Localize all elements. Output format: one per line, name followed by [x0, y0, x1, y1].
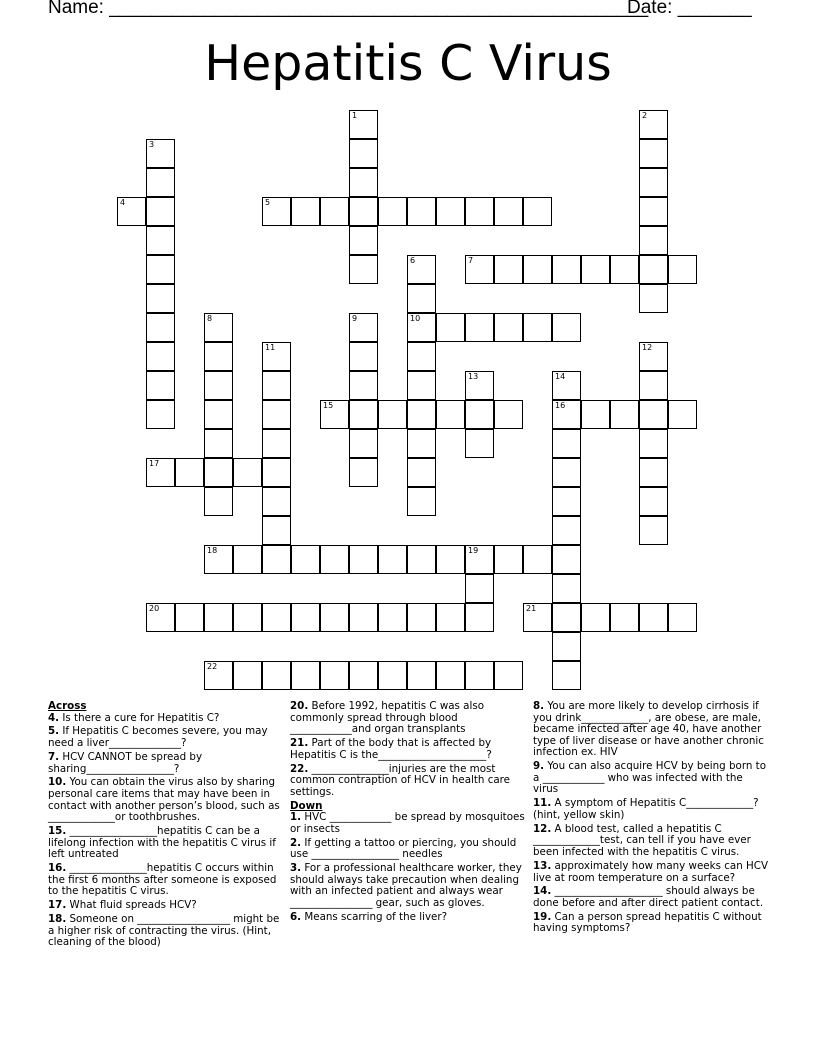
clue-number: 10 [410, 314, 421, 323]
grid-cell[interactable] [639, 342, 668, 371]
clue-number: 15 [323, 401, 334, 410]
clue-text: _______________injuries are the most common contraption of HCV in health care settings. [290, 762, 511, 798]
grid-cell[interactable] [349, 197, 378, 226]
grid-cell[interactable] [175, 603, 204, 632]
grid-cell[interactable] [610, 400, 639, 429]
clue-number: 13 [468, 372, 479, 381]
grid-cell[interactable] [349, 458, 378, 487]
grid-cell[interactable] [523, 255, 552, 284]
grid-cell[interactable] [552, 603, 581, 632]
clue-item [48, 777, 284, 823]
grid-cell[interactable] [233, 458, 262, 487]
across-heading: Across [48, 700, 87, 712]
clue-item [290, 838, 526, 861]
clue-text: You are more likely to develop cirrhosis if you drink_____________, are obese, are male, became infected after age 40, have another type of liver disease or have another chronic infection ex. HIV [533, 700, 764, 759]
grid-cell[interactable] [639, 516, 668, 545]
grid-cell[interactable] [146, 168, 175, 197]
grid-cell[interactable] [146, 400, 175, 429]
grid-cell[interactable] [494, 313, 523, 342]
down-clue-list-continued [533, 701, 769, 935]
clue-number: 2 [642, 111, 648, 120]
grid-cell[interactable] [523, 603, 552, 632]
clue-number: 19 [468, 546, 479, 555]
clue-text: You can obtain the virus also by sharing personal care items that may have been in contact with another person’s blood, such as _____________or toothbrushes. [48, 776, 280, 824]
grid-cell[interactable] [146, 284, 175, 313]
grid-cell[interactable] [465, 400, 494, 429]
grid-cell[interactable] [465, 545, 494, 574]
clue-item [533, 886, 769, 909]
grid-cell[interactable] [349, 110, 378, 139]
grid-cell[interactable] [552, 516, 581, 545]
grid-cell[interactable] [320, 603, 349, 632]
clue-item [533, 861, 769, 884]
grid-cell[interactable] [639, 429, 668, 458]
grid-cell[interactable] [465, 574, 494, 603]
clue-number: 16 [555, 401, 566, 410]
grid-cell[interactable] [494, 400, 523, 429]
clue-text: _______________hepatitis C occurs within the first 6 months after someone is exposed to the hepatitis C virus. [48, 862, 277, 898]
grid-cell[interactable] [378, 545, 407, 574]
grid-cell[interactable] [349, 603, 378, 632]
across-clue-list [48, 713, 284, 949]
clue-number-label: 2. [290, 836, 302, 849]
grid-cell[interactable] [465, 255, 494, 284]
clue-number-label: 22. [290, 762, 309, 775]
clue-text: Means scarring of the liver? [301, 910, 448, 923]
grid-cell[interactable] [320, 545, 349, 574]
grid-cell[interactable] [436, 313, 465, 342]
grid-cell[interactable] [436, 545, 465, 574]
grid-cell[interactable] [146, 458, 175, 487]
grid-cell[interactable] [639, 400, 668, 429]
clue-number-label: 15. [48, 825, 67, 838]
grid-cell[interactable] [146, 371, 175, 400]
clue-number-label: 17. [48, 899, 67, 912]
grid-cell[interactable] [204, 545, 233, 574]
grid-cell[interactable] [523, 197, 552, 226]
clue-text: You can also acquire HCV by being born to a ____________ who was infected with the virus [533, 760, 767, 796]
clue-text: approximately how many weeks can HCV live at room temperature on a surface? [533, 859, 768, 884]
grid-cell[interactable] [436, 661, 465, 690]
clue-number-label: 1. [290, 811, 302, 824]
clue-text: _____________________ should always be done before and after direct patient contact. [533, 885, 764, 909]
clue-number-label: 18. [48, 913, 67, 926]
grid-cell[interactable] [349, 168, 378, 197]
grid-cell[interactable] [233, 603, 262, 632]
grid-cell[interactable] [552, 313, 581, 342]
grid-cell[interactable] [349, 255, 378, 284]
grid-cell[interactable] [349, 342, 378, 371]
clue-number-label: 8. [533, 700, 545, 712]
grid-cell[interactable] [407, 661, 436, 690]
clue-number-label: 12. [533, 822, 552, 835]
clue-number: 8 [207, 314, 213, 323]
grid-cell[interactable] [552, 487, 581, 516]
grid-cell[interactable] [668, 255, 697, 284]
grid-cell[interactable] [465, 197, 494, 226]
grid-cell[interactable] [291, 545, 320, 574]
clue-number-label: 14. [533, 885, 552, 898]
grid-cell[interactable] [204, 603, 233, 632]
clue-number: 7 [468, 256, 474, 265]
grid-cell[interactable] [204, 313, 233, 342]
clue-number-label: 9. [533, 760, 545, 773]
grid-cell[interactable] [204, 342, 233, 371]
clue-item [290, 764, 526, 799]
grid-cell[interactable] [407, 197, 436, 226]
grid-cell[interactable] [262, 661, 291, 690]
down-clue-list [290, 812, 526, 923]
clue-item [290, 863, 526, 909]
clue-number-label: 10. [48, 776, 67, 789]
clue-text: HVC ____________ be spread by mosquitoes or insects [290, 811, 525, 835]
clues-column-3 [533, 701, 769, 937]
clues-column-2 [290, 701, 526, 926]
grid-cell[interactable] [581, 400, 610, 429]
clue-text: If Hepatitis C becomes severe, you may need a liver______________? [48, 725, 268, 750]
grid-cell[interactable] [349, 226, 378, 255]
clue-item [290, 812, 526, 835]
clue-number: 22 [207, 662, 218, 671]
grid-cell[interactable] [523, 545, 552, 574]
clue-item [290, 738, 526, 761]
grid-cell[interactable] [146, 603, 175, 632]
grid-cell[interactable] [262, 603, 291, 632]
clue-number: 12 [642, 343, 653, 352]
page-title: Hepatitis C Virus [204, 35, 612, 92]
clue-number-label: 6. [290, 910, 302, 923]
clue-number-label: 3. [290, 862, 302, 875]
clue-text: Part of the body that is affected by Hepatitis C is the_____________________? [290, 737, 492, 761]
grid-cell[interactable] [465, 661, 494, 690]
grid-cell[interactable] [320, 661, 349, 690]
grid-cell[interactable] [204, 661, 233, 690]
clue-item [290, 912, 526, 924]
grid-cell[interactable] [204, 487, 233, 516]
clue-number-label: 4. [48, 711, 60, 724]
clue-text: Can a person spread hepatitis C without having symptoms? [533, 910, 762, 935]
grid-cell[interactable] [407, 458, 436, 487]
clue-text: For a professional healthcare worker, they should always take precaution when dealing with an infected patient and always wear ________________ gear, such as gloves. [290, 862, 522, 909]
clue-number-label: 19. [533, 910, 552, 923]
grid-cell[interactable] [639, 371, 668, 400]
clue-item [533, 824, 769, 859]
clue-item [48, 826, 284, 861]
clue-number-label: 20. [290, 700, 309, 712]
clues-column-1 [48, 701, 284, 951]
grid-cell[interactable] [117, 197, 146, 226]
grid-cell[interactable] [465, 429, 494, 458]
clue-item [533, 798, 769, 821]
grid-cell[interactable] [552, 400, 581, 429]
grid-cell[interactable] [552, 458, 581, 487]
clue-item [48, 863, 284, 898]
grid-cell[interactable] [146, 226, 175, 255]
grid-cell[interactable] [349, 429, 378, 458]
clue-number: 18 [207, 546, 218, 555]
grid-cell[interactable] [465, 313, 494, 342]
grid-cell[interactable] [146, 342, 175, 371]
grid-cell[interactable] [436, 603, 465, 632]
grid-cell[interactable] [349, 313, 378, 342]
clue-number: 9 [352, 314, 358, 323]
grid-cell[interactable] [407, 371, 436, 400]
clue-number: 11 [265, 343, 276, 352]
grid-cell[interactable] [668, 400, 697, 429]
clue-item [48, 713, 284, 725]
clue-text: A blood test, called a hepatitis C _____________test, can tell if you have ever been infected with the hepatitis C virus. [533, 822, 751, 859]
grid-cell[interactable] [291, 603, 320, 632]
grid-cell[interactable] [204, 458, 233, 487]
clue-number: 21 [526, 604, 537, 613]
grid-cell[interactable] [349, 400, 378, 429]
grid-cell[interactable] [639, 197, 668, 226]
grid-cell[interactable] [349, 545, 378, 574]
grid-cell[interactable] [639, 603, 668, 632]
grid-cell[interactable] [552, 429, 581, 458]
clue-text: Is there a cure for Hepatitis C? [59, 711, 220, 724]
grid-cell[interactable] [175, 458, 204, 487]
clue-number-label: 21. [290, 737, 309, 750]
grid-cell[interactable] [204, 371, 233, 400]
clue-number: 14 [555, 372, 566, 381]
across-clue-list-continued [290, 701, 526, 798]
grid-cell[interactable] [262, 487, 291, 516]
grid-cell[interactable] [349, 139, 378, 168]
clue-item [290, 701, 526, 736]
clue-number-label: 11. [533, 797, 552, 810]
grid-cell[interactable] [349, 661, 378, 690]
grid-cell[interactable] [610, 603, 639, 632]
clue-number: 20 [149, 604, 160, 613]
grid-cell[interactable] [523, 313, 552, 342]
clue-number: 17 [149, 459, 160, 468]
grid-cell[interactable] [378, 603, 407, 632]
clue-item [48, 900, 284, 912]
clue-text: HCV CANNOT be spread by sharing_________________? [48, 750, 203, 775]
clue-text: If getting a tattoo or piercing, you should use _________________ needles [290, 836, 517, 861]
clue-item [533, 761, 769, 796]
grid-cell[interactable] [639, 284, 668, 313]
grid-cell[interactable] [378, 661, 407, 690]
grid-cell[interactable] [204, 400, 233, 429]
grid-cell[interactable] [320, 400, 349, 429]
grid-cell[interactable] [639, 226, 668, 255]
grid-cell[interactable] [552, 371, 581, 400]
clue-item [48, 752, 284, 775]
clue-number: 3 [149, 140, 155, 149]
down-heading: Down [290, 799, 323, 812]
grid-cell[interactable] [581, 603, 610, 632]
grid-cell[interactable] [320, 197, 349, 226]
grid-cell[interactable] [639, 110, 668, 139]
clue-text: Someone on __________________ might be a higher risk of contracting the virus. (Hint, cleaning of the blood) [48, 913, 280, 949]
grid-cell[interactable] [407, 284, 436, 313]
grid-cell[interactable] [407, 487, 436, 516]
grid-cell[interactable] [668, 603, 697, 632]
grid-cell[interactable] [146, 197, 175, 226]
clue-text: What fluid spreads HCV? [66, 899, 197, 912]
grid-cell[interactable] [465, 371, 494, 400]
grid-cell[interactable] [262, 371, 291, 400]
grid-cell[interactable] [552, 574, 581, 603]
clue-text: Before 1992, hepatitis C was also commonly spread through blood ____________and organ transplants [290, 700, 485, 736]
grid-cell[interactable] [291, 197, 320, 226]
clue-text: A symptom of Hepatitis C_____________? (hint, yellow skin) [533, 797, 759, 821]
grid-cell[interactable] [233, 661, 262, 690]
grid-cell[interactable] [262, 400, 291, 429]
grid-cell[interactable] [262, 545, 291, 574]
grid-cell[interactable] [552, 632, 581, 661]
grid-cell[interactable] [291, 661, 320, 690]
grid-cell[interactable] [407, 429, 436, 458]
grid-cell[interactable] [639, 139, 668, 168]
clue-item [533, 701, 769, 759]
grid-cell[interactable] [146, 139, 175, 168]
grid-cell[interactable] [610, 255, 639, 284]
clue-item [48, 726, 284, 749]
grid-cell[interactable] [204, 429, 233, 458]
grid-cell[interactable] [262, 197, 291, 226]
clue-number: 4 [120, 198, 126, 207]
grid-cell[interactable] [552, 255, 581, 284]
grid-cell[interactable] [262, 342, 291, 371]
name-field[interactable]: Name: ___________________________________________________ [48, 0, 649, 18]
grid-cell[interactable] [639, 487, 668, 516]
grid-cell[interactable] [146, 313, 175, 342]
date-field[interactable]: Date: _______ [627, 0, 752, 18]
clue-number-label: 5. [48, 725, 60, 738]
clue-number: 1 [352, 111, 358, 120]
grid-cell[interactable] [262, 458, 291, 487]
grid-cell[interactable] [494, 255, 523, 284]
grid-cell[interactable] [407, 603, 436, 632]
grid-cell[interactable] [233, 545, 262, 574]
grid-cell[interactable] [465, 603, 494, 632]
clue-item [533, 912, 769, 935]
clue-number-label: 16. [48, 862, 67, 875]
clue-text: _________________hepatitis C can be a lifelong infection with the hepatitis C virus if left untreated [48, 825, 276, 861]
grid-cell[interactable] [407, 313, 436, 342]
grid-cell[interactable] [494, 197, 523, 226]
grid-cell[interactable] [494, 545, 523, 574]
grid-cell[interactable] [262, 516, 291, 545]
grid-cell[interactable] [146, 255, 175, 284]
grid-cell[interactable] [378, 197, 407, 226]
grid-cell[interactable] [639, 255, 668, 284]
clue-number-label: 7. [48, 750, 60, 763]
clue-number: 6 [410, 256, 416, 265]
grid-cell[interactable] [349, 371, 378, 400]
grid-cell[interactable] [407, 342, 436, 371]
clue-number: 5 [265, 198, 271, 207]
grid-cell[interactable] [552, 545, 581, 574]
grid-cell[interactable] [436, 400, 465, 429]
grid-cell[interactable] [436, 197, 465, 226]
grid-cell[interactable] [378, 400, 407, 429]
grid-cell[interactable] [407, 255, 436, 284]
grid-cell[interactable] [581, 255, 610, 284]
grid-cell[interactable] [407, 400, 436, 429]
clue-item [48, 914, 284, 949]
grid-cell[interactable] [639, 458, 668, 487]
grid-cell[interactable] [262, 429, 291, 458]
grid-cell[interactable] [407, 545, 436, 574]
grid-cell[interactable] [494, 661, 523, 690]
clue-number-label: 13. [533, 859, 552, 872]
grid-cell[interactable] [552, 661, 581, 690]
grid-cell[interactable] [639, 168, 668, 197]
